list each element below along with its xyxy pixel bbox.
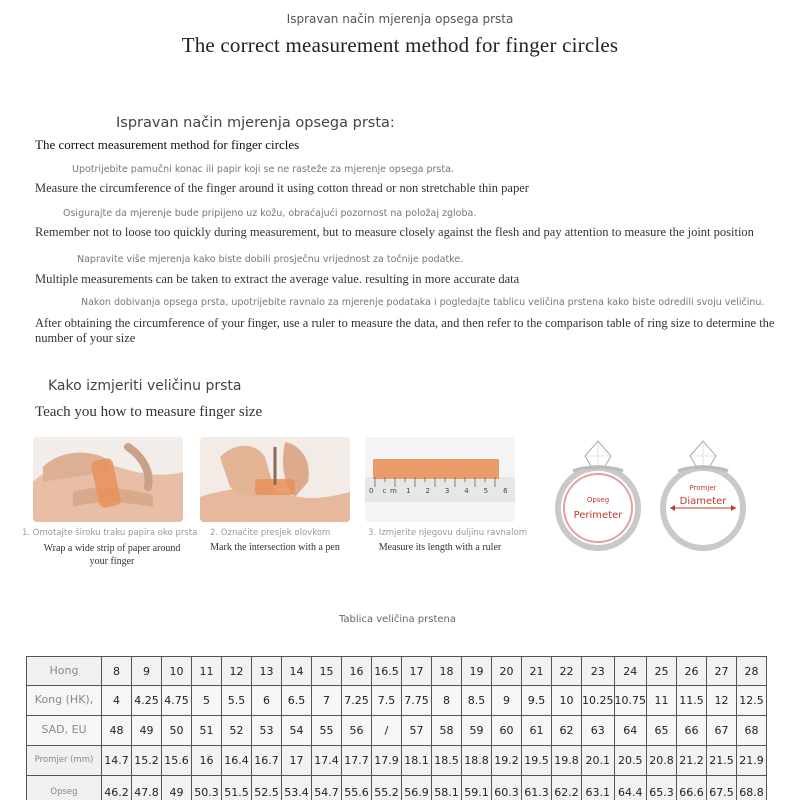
table-cell: 68.8: [737, 776, 767, 800]
table-cell: 17.4: [312, 746, 342, 776]
row-header: Promjer (mm): [27, 746, 102, 776]
table-cell: 62: [552, 716, 582, 746]
table-cell: 4.25: [132, 686, 162, 716]
table-cell: 60: [492, 716, 522, 746]
table-cell: 4: [102, 686, 132, 716]
table-cell: 5.5: [222, 686, 252, 716]
table-cell: 49: [162, 776, 192, 800]
ring-diameter-hr: Promjer: [689, 484, 717, 492]
ring-perimeter-icon: [553, 436, 643, 551]
table-cell: 53: [252, 716, 282, 746]
instruction-hr-3: Napravite više mjerenja kako biste dobili prosječnu vrijednost za točnije podatke.: [77, 254, 464, 265]
table-cell: 21: [522, 657, 552, 686]
table-cell: 14: [282, 657, 312, 686]
table-cell: 65: [647, 716, 677, 746]
table-cell: 63: [582, 716, 615, 746]
table-cell: 56.9: [402, 776, 432, 800]
table-cell: 48: [102, 716, 132, 746]
table-cell: 21.9: [737, 746, 767, 776]
step2-caption-hr: 2. Označite presjek olovkom: [210, 528, 331, 538]
table-cell: 61.3: [522, 776, 552, 800]
table-cell: 57: [402, 716, 432, 746]
table-cell: 7.5: [372, 686, 402, 716]
table-cell: 10: [162, 657, 192, 686]
step3-caption-hr: 3. Izmjerite njegovu duljinu ravnalom: [368, 528, 527, 538]
table-cell: 21.5: [707, 746, 737, 776]
table-cell: 16.7: [252, 746, 282, 776]
table-row: [27, 746, 767, 776]
step1-photo: [33, 437, 183, 522]
table-cell: 67.5: [707, 776, 737, 800]
table-cell: 20: [492, 657, 522, 686]
table-cell: 47.8: [132, 776, 162, 800]
table-cell: 13: [252, 657, 282, 686]
table-cell: 16.4: [222, 746, 252, 776]
table-cell: 65.3: [647, 776, 677, 800]
instruction-hr-4: Nakon dobivanja opsega prsta, upotrijebite ravnalo za mjerenje podataka i pogledajte tablicu veličina prstena kako biste odredili svoju veličinu.: [81, 297, 765, 308]
table-cell: 17: [282, 746, 312, 776]
table-cell: 49: [132, 716, 162, 746]
table-cell: 8.5: [462, 686, 492, 716]
table-cell: 56: [342, 716, 372, 746]
ruler-illustration: [365, 437, 515, 522]
table-row: [27, 686, 767, 716]
table-cell: 61: [522, 716, 552, 746]
ruler-label: 0 cm 1 2 3 4 5 6: [369, 487, 512, 495]
table-cell: 46.2: [102, 776, 132, 800]
table-cell: 22: [552, 657, 582, 686]
table-cell: 17.7: [342, 746, 372, 776]
ring-perimeter-illustration: [553, 436, 643, 551]
table-cell: 15.2: [132, 746, 162, 776]
table-cell: 7.75: [402, 686, 432, 716]
hand-wrap-illustration: [33, 437, 183, 522]
table-cell: 16.5: [372, 657, 402, 686]
table-cell: 4.75: [162, 686, 192, 716]
table-cell: 66.6: [677, 776, 707, 800]
table-cell: 5: [192, 686, 222, 716]
table-cell: 9: [492, 686, 522, 716]
table-cell: 18.8: [462, 746, 492, 776]
row-header: Hong: [27, 657, 102, 686]
table-cell: 52: [222, 716, 252, 746]
instruction-hr-1: Upotrijebite pamučni konac ili papir koji se ne rasteže za mjerenje opsega prsta.: [72, 164, 454, 175]
table-cell: 55.2: [372, 776, 402, 800]
table-cell: 58: [432, 716, 462, 746]
table-cell: 50: [162, 716, 192, 746]
table-cell: 19.2: [492, 746, 522, 776]
step3-photo: [365, 437, 515, 522]
table-cell: 66: [677, 716, 707, 746]
table-cell: 12: [222, 657, 252, 686]
table-cell: 25: [647, 657, 677, 686]
instruction-en-3: Multiple measurements can be taken to extract the average value. resulting in more accurate data: [35, 272, 520, 286]
instruction-en-2: Remember not to loose too quickly during measurement, but to measure closely against the flesh and pay attention to measure the joint position: [35, 225, 754, 239]
table-cell: 10.25: [582, 686, 615, 716]
table-cell: 59: [462, 716, 492, 746]
page-subtitle-hr: Ispravan način mjerenja opsega prsta: [286, 12, 514, 26]
table-cell: 11: [647, 686, 677, 716]
section-title-en: The correct measurement method for finger circles: [35, 137, 300, 152]
table-cell: 10.75: [614, 686, 647, 716]
hand-mark-illustration: [200, 437, 350, 522]
table-cell: 67: [707, 716, 737, 746]
table-cell: 55: [312, 716, 342, 746]
table-cell: 24: [614, 657, 647, 686]
table-caption: Tablica veličina prstena: [338, 614, 457, 625]
table-cell: 59.1: [462, 776, 492, 800]
table-cell: 20.5: [614, 746, 647, 776]
section-title-hr: Ispravan način mjerenja opsega prsta:: [116, 115, 395, 131]
row-header: SAD, EU: [27, 716, 102, 746]
table-cell: 63.1: [582, 776, 615, 800]
table-cell: 27: [707, 657, 737, 686]
table-cell: 54.7: [312, 776, 342, 800]
step3-caption-en: Measure its length with a ruler: [378, 542, 502, 553]
table-cell: 11.5: [677, 686, 707, 716]
table-cell: 18: [432, 657, 462, 686]
table-row: [27, 716, 767, 746]
table-cell: 23: [582, 657, 615, 686]
ring-diameter-icon: [658, 436, 748, 551]
table-cell: 18.1: [402, 746, 432, 776]
table-cell: 51: [192, 716, 222, 746]
step1-caption-en: Wrap a wide strip of paper around your finger: [43, 543, 181, 567]
table-cell: 8: [102, 657, 132, 686]
table-cell: /: [372, 716, 402, 746]
table-cell: 6: [252, 686, 282, 716]
table-cell: 19: [462, 657, 492, 686]
table-cell: 20.1: [582, 746, 615, 776]
ring-diameter-en: Diameter: [679, 496, 727, 507]
row-header: Opseg: [27, 776, 102, 800]
table-cell: 62.2: [552, 776, 582, 800]
step2-caption-en: Mark the intersection with a pen: [210, 542, 340, 553]
table-cell: 6.5: [282, 686, 312, 716]
row-header: Kong (HK),: [27, 686, 102, 716]
table-cell: 9.5: [522, 686, 552, 716]
table-cell: 68: [737, 716, 767, 746]
page-title: The correct measurement method for finger circles: [181, 33, 619, 57]
table-cell: 19.5: [522, 746, 552, 776]
table-cell: 7: [312, 686, 342, 716]
table-cell: 12.5: [737, 686, 767, 716]
instruction-en-1: Measure the circumference of the finger around it using cotton thread or non stretchable thin paper: [35, 181, 529, 195]
table-cell: 8: [432, 686, 462, 716]
ring-diameter-illustration: [658, 436, 748, 551]
table-row: [27, 776, 767, 800]
table-cell: 26: [677, 657, 707, 686]
table-cell: 60.3: [492, 776, 522, 800]
instruction-en-4: After obtaining the circumference of your finger, use a ruler to measure the data, and then refer to the comparison table of ring size to determine the number of your size: [35, 316, 775, 345]
table-cell: 28: [737, 657, 767, 686]
instruction-hr-2: Osigurajte da mjerenje bude pripijeno uz kožu, obraćajući pozornost na položaj zgloba.: [63, 208, 477, 219]
table-cell: 12: [707, 686, 737, 716]
table-cell: 64.4: [614, 776, 647, 800]
table-cell: 9: [132, 657, 162, 686]
table-cell: 15.6: [162, 746, 192, 776]
table-cell: 16: [342, 657, 372, 686]
table-cell: 7.25: [342, 686, 372, 716]
step2-photo: [200, 437, 350, 522]
ring-perimeter-en: Perimeter: [573, 510, 623, 521]
step1-caption-hr: 1. Omotajte široku traku papira oko prsta: [22, 528, 198, 538]
table-cell: 58.1: [432, 776, 462, 800]
howto-title-hr: Kako izmjeriti veličinu prsta: [48, 378, 242, 394]
table-cell: 16: [192, 746, 222, 776]
ring-perimeter-hr: Opseg: [586, 496, 610, 504]
table-cell: 19.8: [552, 746, 582, 776]
table-cell: 15: [312, 657, 342, 686]
table-cell: 55.6: [342, 776, 372, 800]
table-cell: 50.3: [192, 776, 222, 800]
table-cell: 54: [282, 716, 312, 746]
table-cell: 52.5: [252, 776, 282, 800]
table-cell: 14.7: [102, 746, 132, 776]
table-cell: 21.2: [677, 746, 707, 776]
howto-title-en: Teach you how to measure finger size: [35, 404, 263, 420]
table-cell: 51.5: [222, 776, 252, 800]
table-cell: 18.5: [432, 746, 462, 776]
table-cell: 17.9: [372, 746, 402, 776]
table-row: [27, 657, 767, 686]
ring-size-table: [26, 656, 767, 800]
table-cell: 20.8: [647, 746, 677, 776]
table-cell: 17: [402, 657, 432, 686]
table-cell: 53.4: [282, 776, 312, 800]
table-cell: 11: [192, 657, 222, 686]
table-cell: 64: [614, 716, 647, 746]
table-cell: 10: [552, 686, 582, 716]
